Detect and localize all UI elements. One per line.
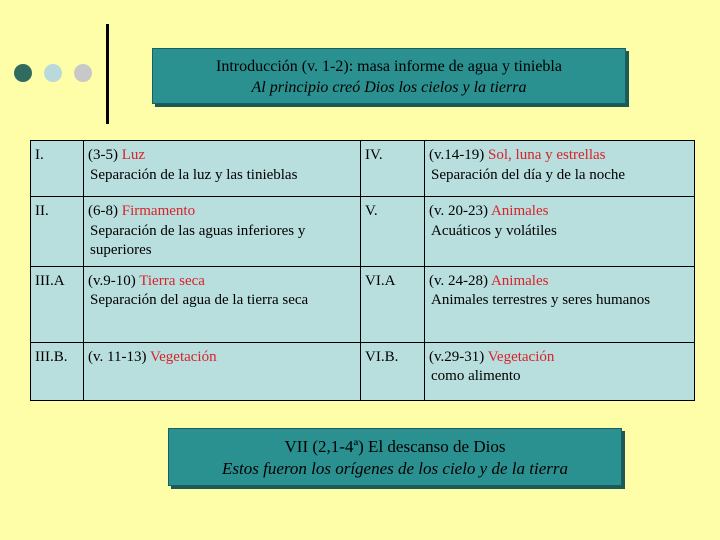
footer-box — [168, 428, 622, 486]
day-number: VI.B. — [361, 342, 425, 400]
day-number: IV. — [361, 141, 425, 197]
day-description: Separación de la luz y las tinieblas — [90, 166, 298, 183]
verse-ref: (v.14-19) — [429, 147, 485, 163]
day-heading — [429, 272, 690, 292]
day-content — [84, 141, 361, 197]
day-keyword: Luz — [121, 147, 146, 163]
day-keyword: Vegetación — [487, 348, 555, 365]
day-description: Acuáticos y volátiles — [431, 222, 557, 239]
day-heading — [88, 348, 356, 368]
day-number: V. — [361, 197, 425, 267]
day-description: como alimento — [431, 368, 521, 384]
day-content — [425, 141, 695, 197]
decor-dot-light — [44, 64, 62, 82]
day-keyword: Animales — [490, 203, 549, 219]
day-keyword: Animales — [490, 272, 549, 289]
verse-ref: (v.29-31) — [429, 348, 485, 365]
creation-table — [30, 140, 695, 401]
day-content — [425, 197, 695, 267]
verse-ref: (6-8) — [88, 203, 118, 219]
decor-dot-gray — [74, 64, 92, 82]
verse-ref: (v.9-10) — [88, 272, 136, 289]
table-row — [31, 342, 695, 400]
day-heading — [429, 348, 690, 368]
day-number: VI.A — [361, 266, 425, 342]
verse-ref: (3-5) — [88, 147, 118, 163]
table-row — [31, 266, 695, 342]
day-number: II. — [31, 197, 84, 267]
day-content — [84, 266, 361, 342]
day-heading — [88, 202, 356, 222]
title-line-1: Introducción (v. 1-2): masa informe de agua y tiniebla — [216, 58, 562, 75]
verse-ref: (v. 24-28) — [429, 272, 489, 289]
day-number: I. — [31, 141, 84, 197]
day-content — [84, 342, 361, 400]
day-number: III.A — [31, 266, 84, 342]
day-heading — [429, 202, 690, 222]
decor-vertical-line — [106, 24, 109, 124]
verse-ref: (v. 20-23) — [429, 203, 489, 219]
day-description: Animales terrestres y seres humanos — [431, 292, 651, 308]
title-box — [152, 48, 626, 104]
day-heading — [88, 146, 356, 166]
day-keyword: Sol, luna y estrellas — [488, 147, 606, 163]
day-content — [425, 342, 695, 400]
title-line-2: Al principio creó Dios los cielos y la tierra — [251, 79, 527, 96]
day-content — [84, 197, 361, 267]
day-keyword: Vegetación — [149, 348, 217, 365]
day-description: Separación del día y de la noche — [431, 166, 626, 183]
table-row — [31, 141, 695, 197]
day-keyword: Firmamento — [121, 203, 196, 219]
verse-ref: (v. 11-13) — [88, 348, 147, 365]
footer-line-1: VII (2,1-4ª) El descanso de Dios — [284, 437, 506, 456]
day-keyword: Tierra seca — [139, 272, 205, 289]
day-description: Separación de las aguas inferiores y superiores — [90, 222, 306, 258]
footer-line-2: Estos fueron los orígenes de los cielo y de la tierra — [222, 459, 568, 478]
decor-dot-dark — [14, 64, 32, 82]
day-description: Separación del agua de la tierra seca — [90, 292, 309, 308]
table-row — [31, 197, 695, 267]
day-number: III.B. — [31, 342, 84, 400]
day-heading — [88, 272, 356, 292]
day-content — [425, 266, 695, 342]
day-heading — [429, 146, 690, 166]
